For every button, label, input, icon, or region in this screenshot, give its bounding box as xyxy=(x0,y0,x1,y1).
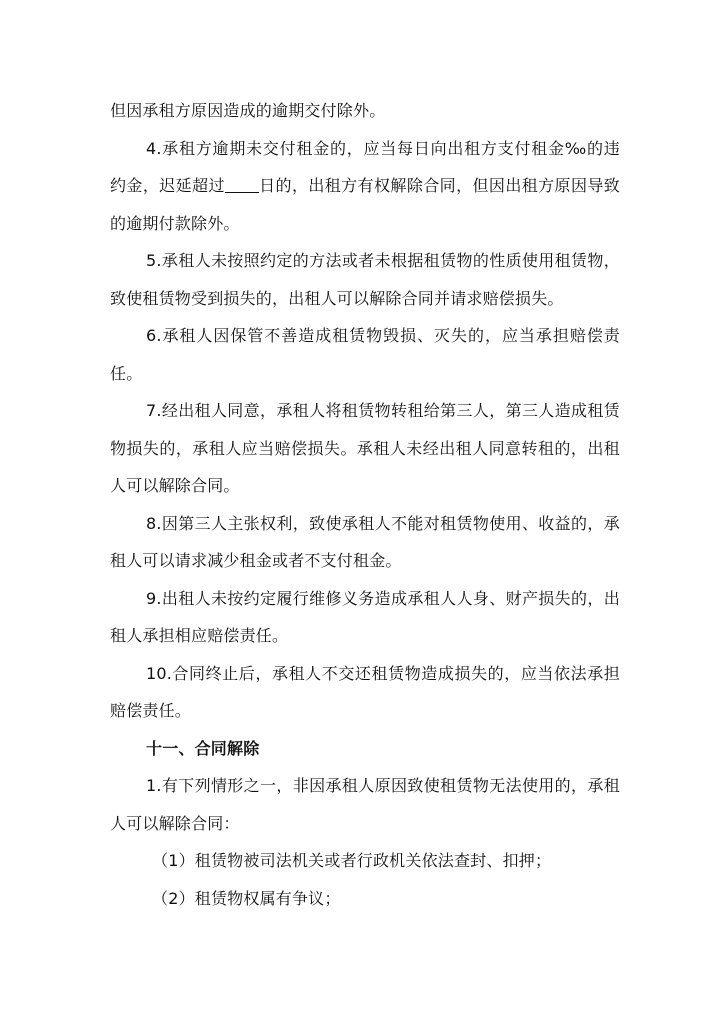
blank-days-field xyxy=(225,176,259,193)
document-body xyxy=(110,92,620,917)
paragraph-continuation: 但因承租方原因造成的逾期交付除外。 xyxy=(110,101,386,120)
paragraph-clause-8: 8.因第三人主张权利，致使承租人不能对租赁物使用、收益的，承租人可以请求减少租金或者不支付租金。 xyxy=(110,513,620,570)
paragraph-clause-6: 6.承租人因保管不善造成租赁物毁损、灭失的，应当承担赔偿责任。 xyxy=(110,326,620,383)
paragraph-clause-10: 10.合同终止后，承租人不交还租赁物造成损失的，应当依法承担赔偿责任。 xyxy=(110,663,620,720)
paragraph-termination-1: 1.有下列情形之一，非因承租人原因致使租赁物无法使用的，承租人可以解除合同： xyxy=(110,776,620,833)
paragraph-clause-4 xyxy=(110,130,620,243)
clause-4-text-end: 日的，出租方有权解除合同，但因出租方原因导致的逾期付款除外。 xyxy=(110,176,621,233)
list-item-1: （1）租赁物被司法机关或者行政机关依法查封、扣押； xyxy=(152,851,552,870)
section-heading: 十一、合同解除 xyxy=(146,738,260,758)
clause-4-text-start: 4.承租方逾期未交付租金的，应当每日向出租方支付租金‰的违约金，迟延超过 xyxy=(110,138,620,195)
list-item-2: （2）租赁物权属有争议； xyxy=(152,888,341,908)
paragraph-clause-7: 7.经出租人同意，承租人将租赁物转租给第三人，第三人造成租赁物损失的，承租人应当赔偿损失。承租人未经出租人同意转租的，出租人可以解除合同。 xyxy=(110,401,620,495)
paragraph-clause-5: 5.承租人未按照约定的方法或者未根据租赁物的性质使用租赁物，致使租赁物受到损失的，出租人可以解除合同并请求赔偿损失。 xyxy=(110,251,620,308)
paragraph-clause-9: 9.出租人未按约定履行维修义务造成承租人人身、财产损失的，出租人承担相应赔偿责任。 xyxy=(110,588,620,645)
